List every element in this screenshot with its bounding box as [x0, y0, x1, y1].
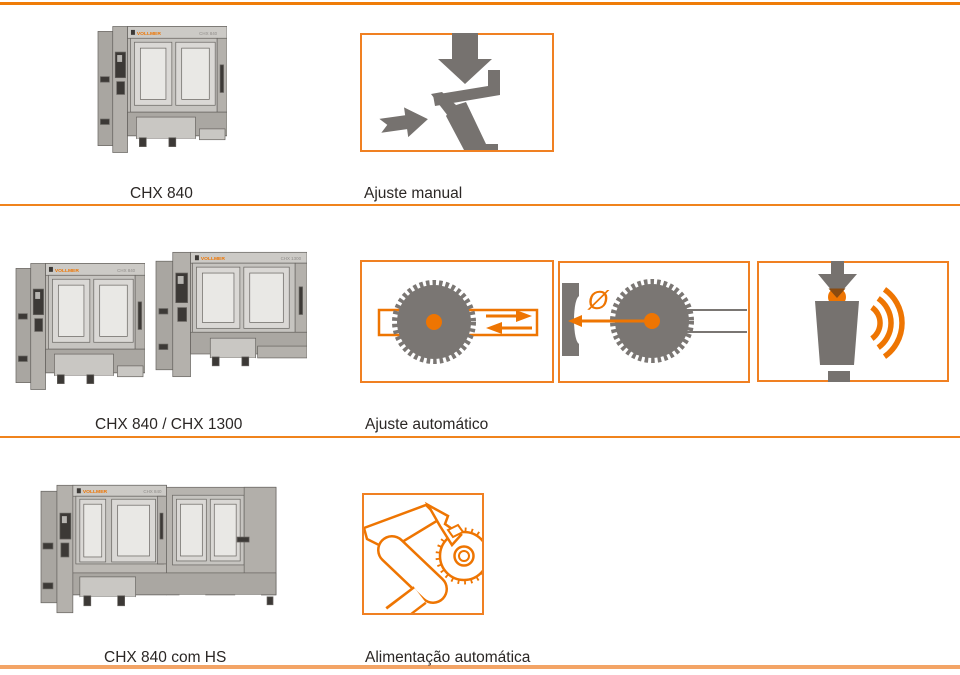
diameter-measure-icon	[558, 261, 750, 383]
saw-slide-adjust-icon	[360, 260, 554, 383]
robot-loader-icon	[362, 493, 484, 615]
caption-feature-row2: Ajuste automático	[365, 416, 489, 433]
machine-model-label: CHX 840	[117, 267, 136, 273]
door-handle	[138, 302, 141, 330]
machine-model-label: CHX 1300	[280, 256, 302, 262]
door-window	[180, 504, 202, 556]
blade-hub	[644, 313, 660, 329]
door-window	[250, 273, 284, 322]
door-handle	[299, 287, 302, 315]
machine-foot	[169, 138, 176, 147]
diameter-symbol: Ø	[588, 285, 609, 315]
machine-drawer	[54, 354, 113, 376]
top-rule	[0, 2, 960, 5]
door-window	[84, 504, 102, 557]
caption-model-row3: CHX 840 com HS	[104, 649, 227, 666]
machine-image-chx840-row1	[97, 25, 227, 154]
door-handle	[220, 65, 223, 93]
handle	[100, 77, 109, 82]
machine-brand-label: VOLLMER	[200, 257, 225, 263]
latch	[237, 537, 249, 542]
machine-brand-label: VOLLMER	[54, 268, 79, 274]
machine-foot	[139, 138, 146, 147]
down-arrow-icon	[831, 261, 844, 276]
row2-separator-rule	[0, 436, 960, 438]
machine-brand-label: VOLLMER	[82, 490, 108, 496]
door-window	[58, 285, 84, 336]
probe-body	[815, 301, 859, 365]
manual-adjust-icon	[360, 33, 554, 152]
caption-model-row1: CHX 840	[130, 185, 193, 202]
door-window	[118, 505, 150, 556]
door-window	[140, 48, 166, 99]
machine-image-chx1300-row2	[155, 251, 307, 378]
door-window	[202, 273, 234, 322]
vollmer-logo-mark	[195, 255, 199, 260]
machine-drawer	[136, 117, 195, 139]
vollmer-logo-mark	[131, 30, 135, 35]
vollmer-logo-mark	[49, 267, 53, 272]
door-window	[214, 504, 236, 556]
caption-feature-row1: Ajuste manual	[364, 185, 463, 202]
machine-model-label: CHX 840	[199, 30, 218, 36]
handle	[100, 119, 109, 124]
machine-image-chx840-row2	[15, 262, 145, 391]
sensor-probe-icon	[757, 261, 949, 382]
caption-feature-row3: Alimentação automática	[365, 649, 531, 666]
machine-brand-label: VOLLMER	[136, 31, 161, 37]
machine-model-label: CHX 840	[143, 489, 162, 495]
machine-drawer	[80, 577, 136, 597]
door-window	[182, 48, 210, 99]
vollmer-logo-mark	[77, 488, 81, 493]
machine-image-chx840hs-row3	[40, 483, 277, 617]
row1-separator-rule	[0, 204, 960, 206]
door-handle	[160, 513, 163, 539]
door-window	[100, 285, 128, 336]
blade-hub	[426, 314, 442, 330]
caption-model-row2: CHX 840 / CHX 1300	[95, 416, 243, 433]
machine-drawer	[210, 338, 255, 358]
